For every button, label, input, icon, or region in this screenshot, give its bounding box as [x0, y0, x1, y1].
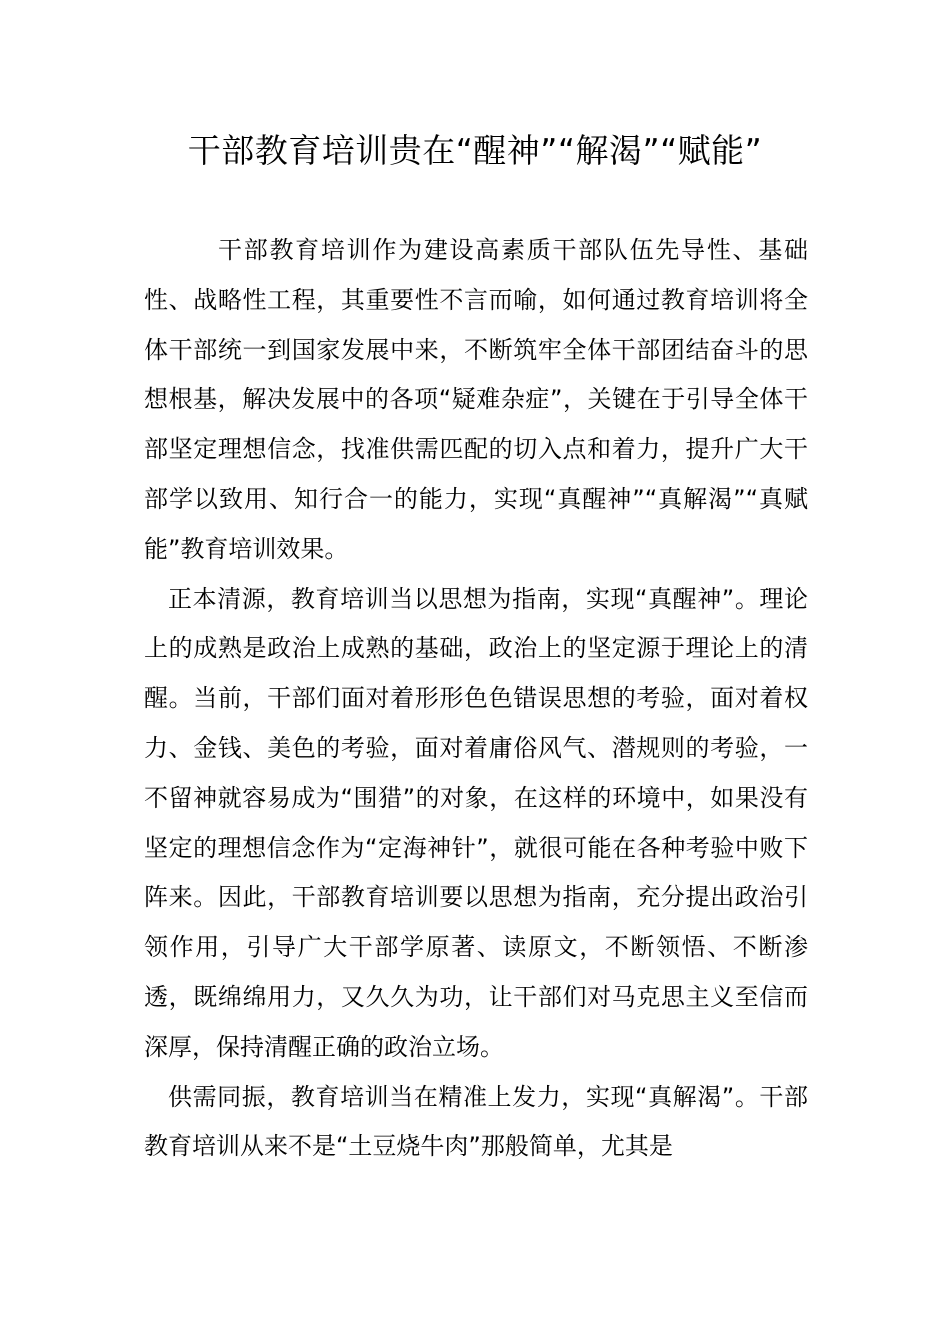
- paragraph: 干部教育培训作为建设高素质干部队伍先导性、基础性、战略性工程，其重要性不言而喻，如何通过教育培训将全体干部统一到国家发展中来，不断筑牢全体干部团结奋斗的思想根基，解决发展中的各项“疑难杂症”，关键在于引导全体干部坚定理想信念，找准供需匹配的切入点和着力，提升广大干部学以致用、知行合一的能力，实现“真醒神”“真解渴”“真赋能”教育培训效果。: [144, 236, 808, 563]
- paragraph: 正本清源，教育培训当以思想为指南，实现“真醒神”。理论上的成熟是政治上成熟的基础，政治上的坚定源于理论上的清醒。当前，干部们面对着形形色色错误思想的考验，面对着权力、金钱、美色的考验，面对着庸俗风气、潜规则的考验，一不留神就容易成为“围猎”的对象，在这样的环境中，如果没有坚定的理想信念作为“定海神针”，就很可能在各种考验中败下阵来。因此，干部教育培训要以思想为指南，充分提出政治引领作用，引导广大干部学原著、读原文，不断领悟、不断渗透，既绵绵用力，又久久为功，让干部们对马克思主义至信而深厚，保持清醒正确的政治立场。: [144, 584, 808, 1061]
- paragraph: 供需同振，教育培训当在精准上发力，实现“真解渴”。干部教育培训从来不是“土豆烧牛肉”那般简单，尤其是: [144, 1082, 808, 1161]
- document-title: 干部教育培训贵在“醒神”“解渴”“赋能”: [187, 131, 763, 170]
- document-body: [144, 226, 808, 1172]
